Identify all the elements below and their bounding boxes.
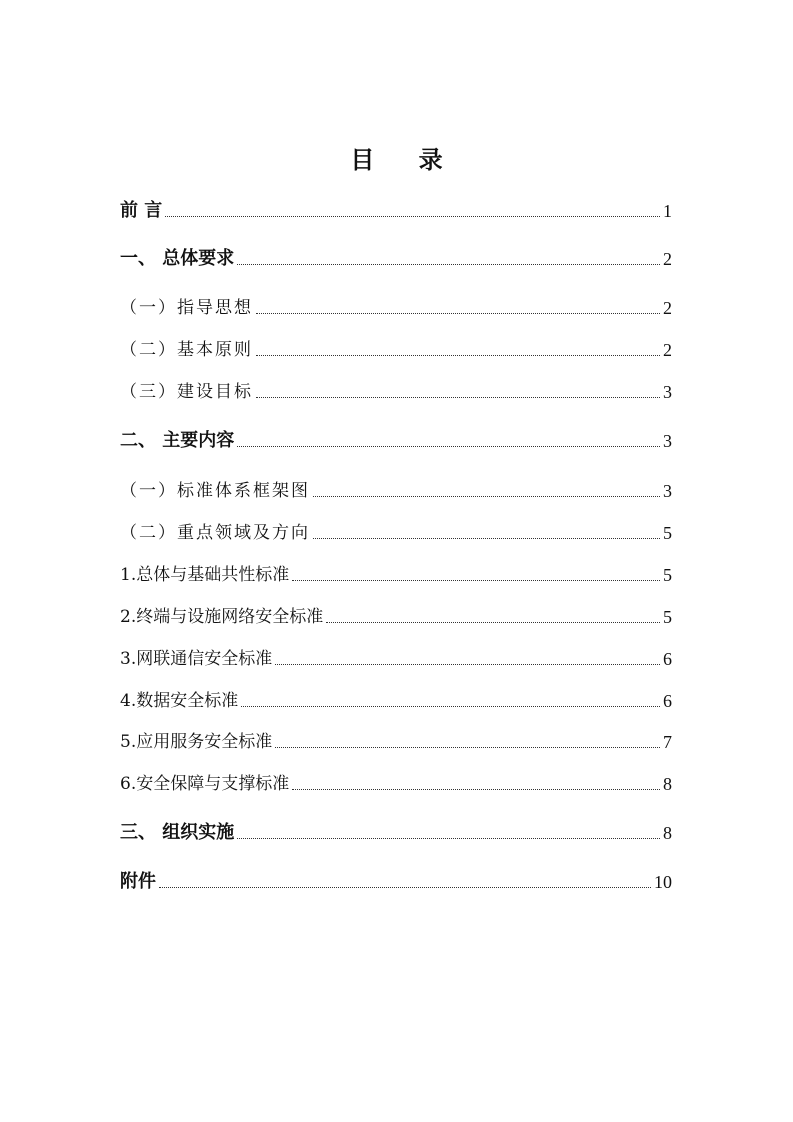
- toc-entry-label: 2.终端与设施网络安全标准: [120, 607, 324, 627]
- toc-entry-label: 1.总体与基础共性标准: [120, 565, 290, 585]
- toc-entry-section-1-3[interactable]: [120, 377, 672, 403]
- toc-leader-dots: [237, 837, 660, 839]
- toc-entry-label: 4.数据安全标准: [120, 691, 239, 711]
- toc-entry-page: 1: [663, 201, 672, 221]
- toc-entry-subsection-3[interactable]: [120, 644, 672, 670]
- toc-entry-subsection-4[interactable]: [120, 686, 672, 712]
- toc-entry-page: 6: [663, 649, 672, 669]
- toc-entry-label: 三、 组织实施: [120, 822, 235, 843]
- toc-entry-page: 2: [663, 340, 672, 360]
- toc-entry-label: 前 言: [120, 200, 163, 221]
- toc-entry-label: （三）建设目标: [120, 382, 253, 402]
- toc-entry-subsection-6[interactable]: [120, 769, 672, 795]
- toc-leader-dots: [275, 746, 660, 748]
- toc-entry-page: 7: [663, 732, 672, 752]
- toc-leader-dots: [326, 621, 660, 623]
- toc-entry-section-3[interactable]: [120, 818, 672, 844]
- toc-leader-dots: [313, 495, 660, 497]
- toc-entry-section-1-1[interactable]: [120, 293, 672, 319]
- toc-leader-dots: [165, 215, 660, 217]
- toc-entry-section-1-2[interactable]: [120, 335, 672, 361]
- toc-entry-page: 8: [663, 774, 672, 794]
- toc-entry-page: 5: [663, 565, 672, 585]
- toc-entry-section-2-2[interactable]: [120, 518, 672, 544]
- toc-leader-dots: [292, 579, 660, 581]
- toc-entry-label: 二、 主要内容: [120, 430, 235, 451]
- toc-leader-dots: [159, 886, 651, 888]
- toc-entry-section-2[interactable]: [120, 426, 672, 452]
- toc-leader-dots: [241, 705, 660, 707]
- toc-entry-page: 2: [663, 298, 672, 318]
- toc-entry-page: 6: [663, 691, 672, 711]
- toc-entry-subsection-2[interactable]: [120, 602, 672, 628]
- toc-entry-preface[interactable]: [120, 196, 672, 222]
- toc-entry-label: （二）重点领域及方向: [120, 523, 310, 543]
- toc-entry-page: 5: [663, 607, 672, 627]
- toc-entry-label: （二）基本原则: [120, 340, 253, 360]
- toc-leader-dots: [237, 445, 660, 447]
- toc-leader-dots: [256, 312, 660, 314]
- toc-entry-page: 2: [663, 249, 672, 269]
- toc-entry-section-2-1[interactable]: [120, 476, 672, 502]
- toc-entry-page: 5: [663, 523, 672, 543]
- toc-leader-dots: [256, 354, 660, 356]
- toc-entry-label: （一）指导思想: [120, 298, 253, 318]
- toc-entry-page: 3: [663, 481, 672, 501]
- toc-leader-dots: [292, 788, 660, 790]
- toc-entry-appendix[interactable]: [120, 867, 672, 893]
- toc-entry-page: 10: [654, 872, 672, 892]
- toc-entry-page: 3: [663, 382, 672, 402]
- page-title: 目 录: [350, 145, 461, 174]
- toc-entry-label: 附件: [120, 871, 156, 892]
- toc-entry-label: 一、 总体要求: [120, 248, 235, 269]
- toc-leader-dots: [256, 396, 660, 398]
- toc-entry-label: （一）标准体系框架图: [120, 481, 310, 501]
- toc-entry-section-1[interactable]: [120, 244, 672, 270]
- toc-entry-subsection-1[interactable]: [120, 560, 672, 586]
- toc-entry-label: 3.网联通信安全标准: [120, 649, 273, 669]
- toc-leader-dots: [237, 263, 660, 265]
- toc-entry-page: 8: [663, 823, 672, 843]
- toc-leader-dots: [275, 663, 660, 665]
- toc-entry-subsection-5[interactable]: [120, 727, 672, 753]
- toc-entry-page: 3: [663, 431, 672, 451]
- toc-leader-dots: [313, 537, 660, 539]
- toc-entry-label: 5.应用服务安全标准: [120, 732, 273, 752]
- toc-entry-label: 6.安全保障与支撑标准: [120, 774, 290, 794]
